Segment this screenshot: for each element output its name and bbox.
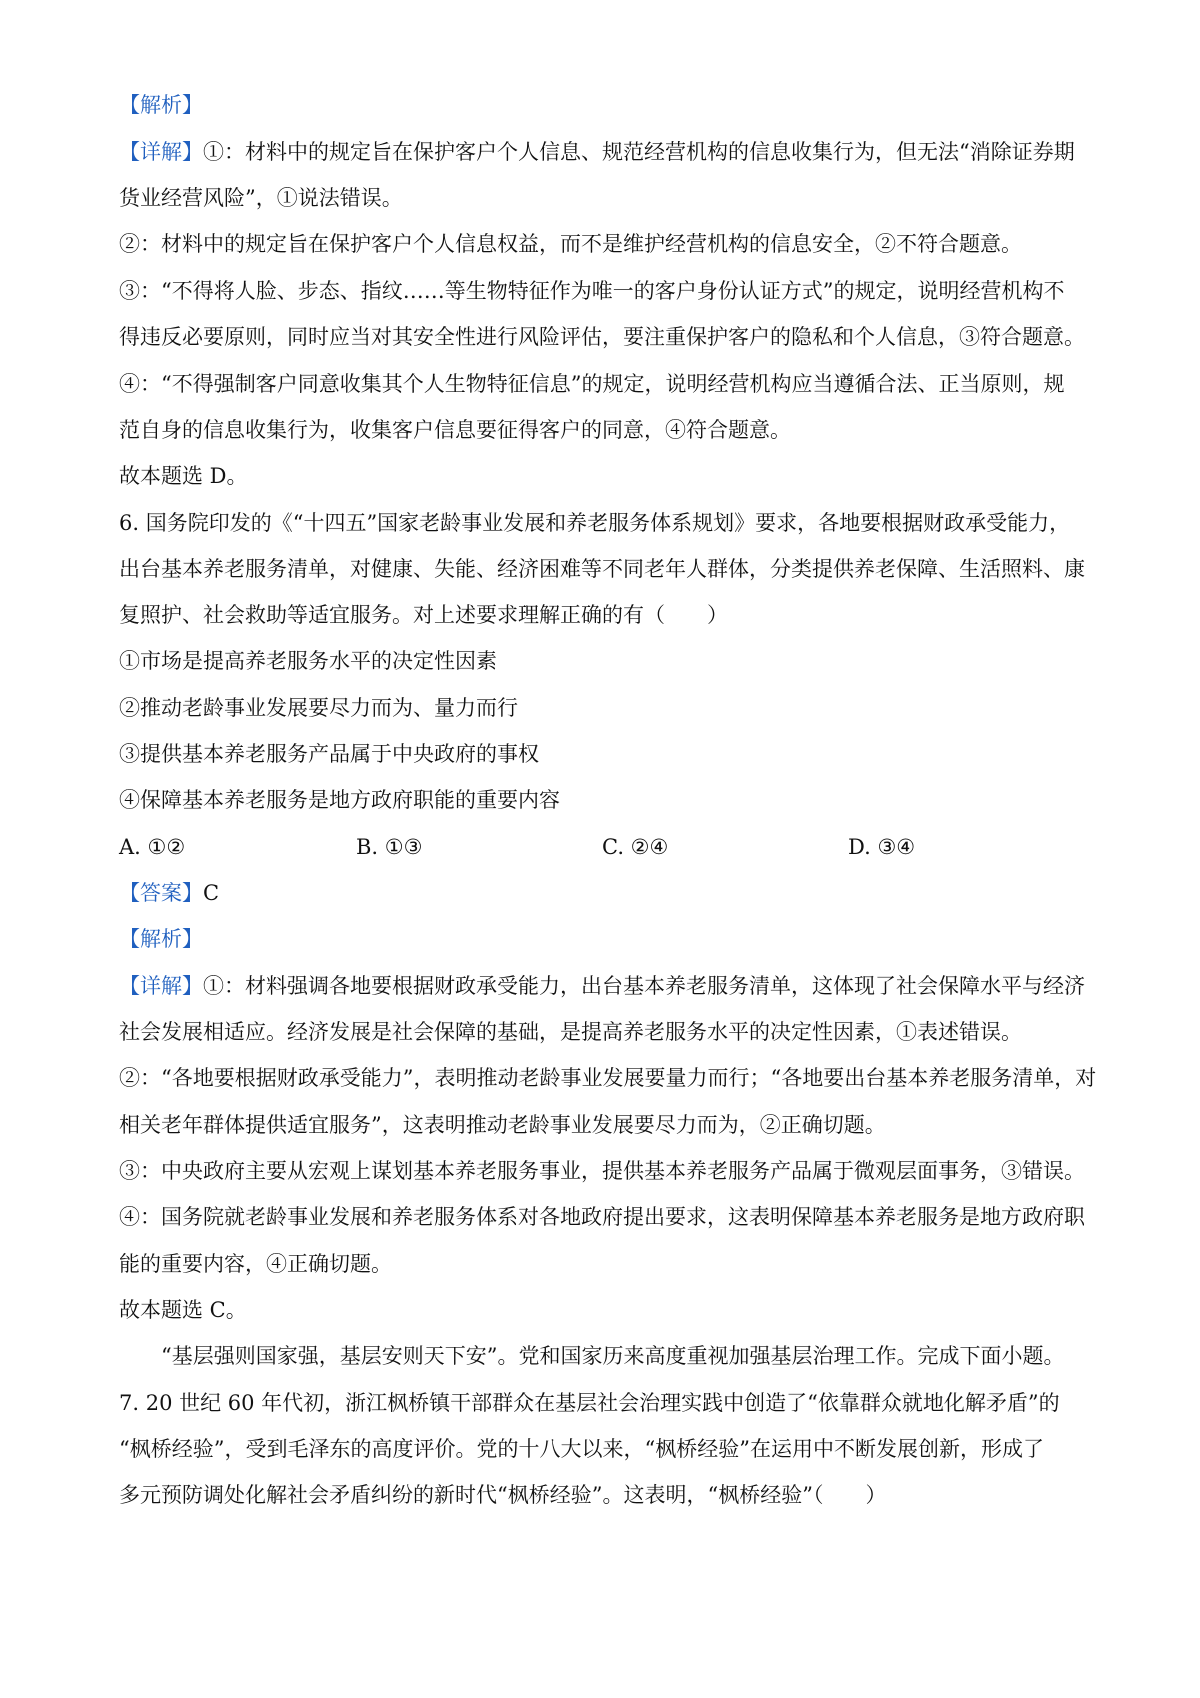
detail-text: 能的重要内容，④正确切题。 [119,1252,392,1276]
detail-text: 社会发展相适应。经济发展是社会保障的基础，是提高养老服务水平的决定性因素，①表述错误。 [119,1020,1022,1044]
detail-label: 【详解】 [119,974,203,998]
detail-text: ③：“不得将人脸、步态、指纹……等生物特征作为唯一的客户身份认证方式”的规定，说明经营机构不 [119,279,1065,303]
detail-text: 得违反必要原则，同时应当对其安全性进行风险评估，要注重保护客户的隐私和个人信息，③符合题意。 [119,325,1085,349]
detail-text: ①：材料中的规定旨在保护客户个人信息、规范经营机构的信息收集行为，但无法“消除证券期 [203,140,1075,164]
answer-value: C [203,881,220,905]
detail-text: ③：中央政府主要从宏观上谋划基本养老服务事业，提供基本养老服务产品属于微观层面事务，③错误。 [119,1159,1085,1183]
answer-label: 【答案】 [119,881,203,905]
question-6-stem: 复照护、社会救助等适宜服务。对上述要求理解正确的有（ ） [119,603,728,627]
question-7-stem: 多元预防调处化解社会矛盾纠纷的新时代“枫桥经验”。这表明，“枫桥经验”（ ） [119,1483,887,1507]
statement-3: ③提供基本养老服务产品属于中央政府的事权 [119,742,539,766]
conclusion-text: 故本题选 C。 [119,1298,247,1322]
detail-text: 相关老年群体提供适宜服务”，这表明推动老龄事业发展要尽力而为，②正确切题。 [119,1113,886,1137]
option-c: C. ②④ [602,835,669,859]
question-6-stem: 出台基本养老服务清单，对健康、失能、经济困难等不同老年人群体，分类提供养老保障、生活照料、康 [119,557,1085,581]
answer-line [119,878,219,908]
options-row [119,832,1019,862]
option-a: A. ①② [119,835,186,859]
detail-text: ②：材料中的规定旨在保护客户个人信息权益，而不是维护经营机构的信息安全，②不符合题意。 [119,232,1022,256]
analysis-label: 【解析】 [119,93,203,117]
detail-text: ②：“各地要根据财政承受能力”，表明推动老龄事业发展要量力而行；“各地要出台基本养老服务清单，对 [119,1066,1097,1090]
section-intro: “基层强则国家强，基层安则天下安”。党和国家历来高度重视加强基层治理工作。完成下面小题。 [161,1344,1065,1368]
detail-text: ①：材料强调各地要根据财政承受能力，出台基本养老服务清单，这体现了社会保障水平与经济 [203,974,1085,998]
detail-text: ④：“不得强制客户同意收集其个人生物特征信息”的规定，说明经营机构应当遵循合法、正当原则，规 [119,372,1065,396]
detail-text: 货业经营风险”，①说法错误。 [119,186,403,210]
analysis-label: 【解析】 [119,927,203,951]
conclusion-text: 故本题选 D。 [119,464,248,488]
statement-4: ④保障基本养老服务是地方政府职能的重要内容 [119,788,560,812]
detail-line [119,971,1085,1001]
option-b: B. ①③ [356,835,423,859]
statement-2: ②推动老龄事业发展要尽力而为、量力而行 [119,696,518,720]
statement-1: ①市场是提高养老服务水平的决定性因素 [119,649,497,673]
question-7-stem: “枫桥经验”，受到毛泽东的高度评价。党的十八大以来，“枫桥经验”在运用中不断发展创新，形成了 [119,1437,1044,1461]
question-6-stem: 6. 国务院印发的《“十四五”国家老龄事业发展和养老服务体系规划》要求，各地要根据财政承受能力， [119,511,1071,535]
detail-text: 范自身的信息收集行为，收集客户信息要征得客户的同意，④符合题意。 [119,418,791,442]
detail-line [119,137,1075,167]
question-7-stem: 7. 20 世纪 60 年代初，浙江枫桥镇干部群众在基层社会治理实践中创造了“依靠群众就地化解矛盾”的 [119,1391,1060,1415]
detail-label: 【详解】 [119,140,203,164]
detail-text: ④：国务院就老龄事业发展和养老服务体系对各地政府提出要求，这表明保障基本养老服务是地方政府职 [119,1205,1085,1229]
option-d: D. ③④ [848,835,916,859]
